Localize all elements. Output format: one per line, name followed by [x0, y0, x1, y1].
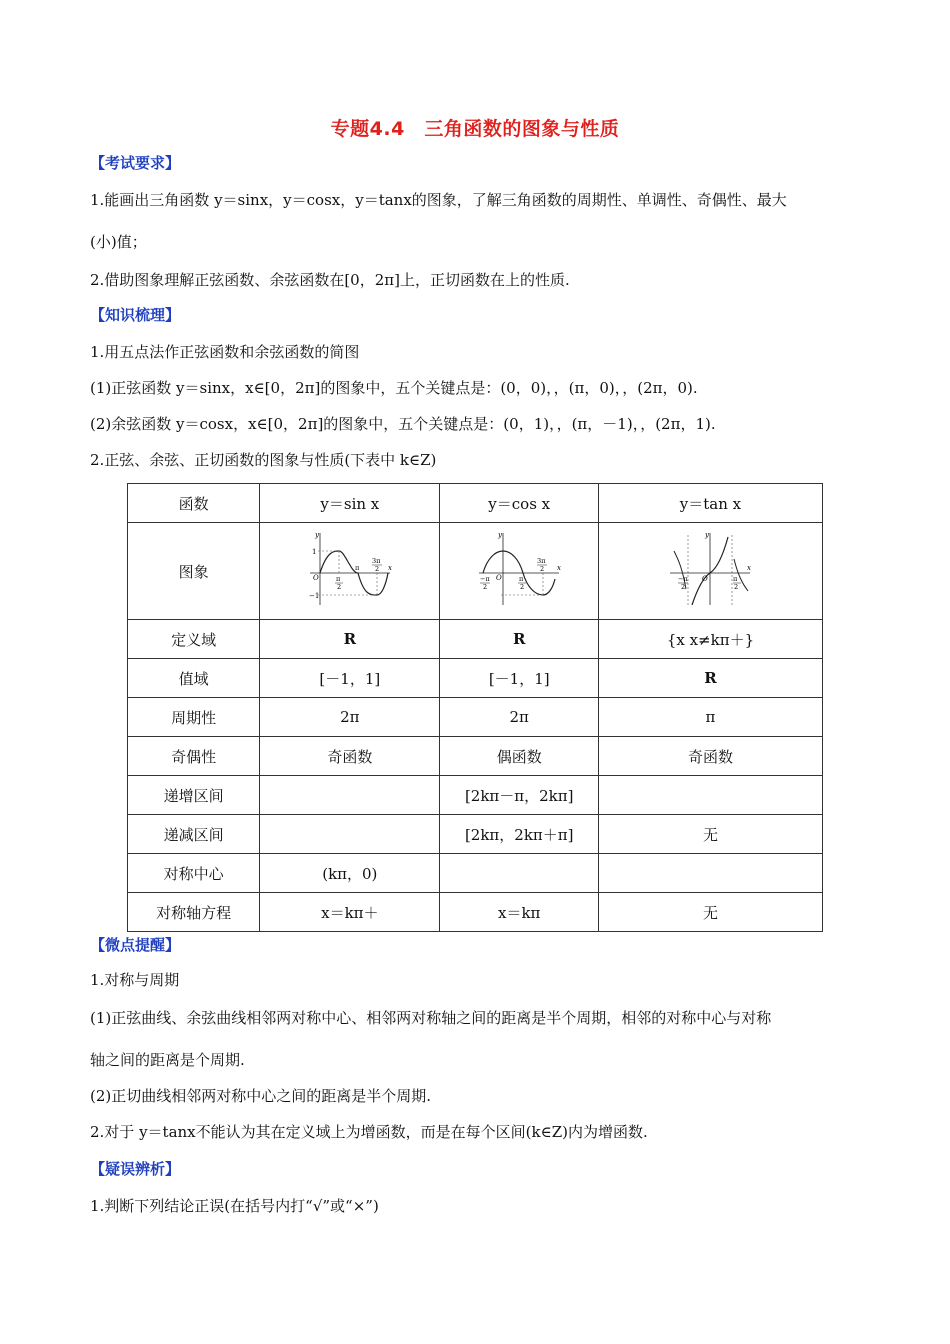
table-row-decreasing	[128, 815, 823, 854]
cos-period: 2π	[440, 698, 598, 737]
sin-range: [－1，1]	[260, 659, 440, 698]
cos-y-label: y	[498, 531, 503, 539]
tips-item-1-1: (1)正弦曲线、余弦曲线相邻两对称中心、相邻两对称轴之间的距离是半个周期，相邻的对称中心与对称	[90, 1009, 772, 1027]
sin-axis: x＝kπ＋	[260, 893, 440, 932]
sin-x-label: x	[387, 564, 392, 572]
cos-graph	[477, 529, 561, 609]
row-label-period: 周期性	[128, 698, 260, 737]
cos-3pi-over-2-den: 2	[540, 565, 545, 573]
tan-range: R	[598, 659, 822, 698]
tan-domain: {x x≠kπ＋}	[598, 620, 822, 659]
tan-y-label: y	[705, 531, 710, 539]
tan-axis: 无	[598, 893, 822, 932]
sin-one-label: 1	[311, 548, 317, 556]
table-row-center	[128, 854, 823, 893]
section-heading-tips: 【微点提醒】	[90, 936, 181, 954]
tips-item-1-2: (2)正切曲线相邻两对称中心之间的距离是半个周期.	[90, 1087, 432, 1105]
table-header-row	[128, 484, 823, 523]
sin-3pi-over-2-num: 3π	[371, 557, 381, 565]
tan-decreasing: 无	[598, 815, 822, 854]
sin-domain: R	[260, 620, 440, 659]
sin-period: 2π	[260, 698, 440, 737]
tan-x-label: x	[747, 564, 752, 572]
tan-parity: 奇函数	[598, 737, 822, 776]
properties-table	[127, 483, 823, 932]
errors-item-1: 1.判断下列结论正误(在括号内打“√”或“×”)	[90, 1197, 379, 1215]
tan-graph	[668, 529, 752, 609]
section-heading-errors: 【疑误辨析】	[90, 1160, 181, 1178]
cos-decreasing: [2kπ，2kπ＋π]	[440, 815, 598, 854]
tan-pi-over-2-num: π	[733, 575, 738, 583]
cos-neg-pi-over-2-den: 2	[483, 583, 488, 591]
graph-label: 图象	[128, 523, 260, 620]
header-tan: y＝tan x	[598, 484, 822, 523]
cos-increasing: [2kπ－π，2kπ]	[440, 776, 598, 815]
exam-item-1: 1.能画出三角函数 y＝sinx，y＝cosx，y＝tanx的图象，了解三角函数的周期性、单调性、奇偶性、最大	[90, 191, 787, 209]
sin-parity: 奇函数	[260, 737, 440, 776]
section-heading-exam: 【考试要求】	[90, 154, 181, 172]
sin-graph-cell	[260, 523, 440, 620]
cos-3pi-over-2-num: 3π	[537, 557, 546, 565]
row-label-decreasing: 递减区间	[128, 815, 260, 854]
exam-item-2: 2.借助图象理解正弦函数、余弦函数在[0，2π]上，正切函数在上的性质.	[90, 271, 570, 289]
row-label-axis: 对称轴方程	[128, 893, 260, 932]
section-heading-knowledge: 【知识梳理】	[90, 306, 181, 324]
cos-pi-over-2-num: π	[519, 575, 524, 583]
header-cos: y＝cos x	[440, 484, 598, 523]
knowledge-item-sin-points: (1)正弦函数 y＝sinx，x∈[0，2π]的图象中，五个关键点是：(0，0)，，(π，0)，，(2π，0).	[90, 379, 698, 397]
tan-center	[598, 854, 822, 893]
tan-neg-pi-over-2-num: −π	[678, 575, 689, 583]
row-label-range: 值域	[128, 659, 260, 698]
row-label-increasing: 递增区间	[128, 776, 260, 815]
table-row-graph	[128, 523, 823, 620]
sin-3pi-over-2-den: 2	[374, 565, 379, 573]
cos-range: [－1，1]	[440, 659, 598, 698]
tan-graph-cell	[598, 523, 822, 620]
cos-parity: 偶函数	[440, 737, 598, 776]
row-label-parity: 奇偶性	[128, 737, 260, 776]
table-row-increasing	[128, 776, 823, 815]
tips-item-1: 1.对称与周期	[90, 971, 180, 989]
tips-item-1-1-cont: 轴之间的距离是个周期.	[90, 1051, 245, 1069]
sin-y-label: y	[314, 531, 319, 539]
cos-origin-label: O	[496, 574, 502, 582]
tan-period: π	[598, 698, 822, 737]
cos-pi-over-2-den: 2	[520, 583, 525, 591]
tan-increasing	[598, 776, 822, 815]
table-row-axis	[128, 893, 823, 932]
row-label-domain: 定义域	[128, 620, 260, 659]
page-title: 专题4.4 三角函数的图象与性质	[330, 118, 620, 140]
sin-pi-over-2-num: π	[335, 575, 341, 583]
cos-x-label: x	[557, 564, 562, 572]
cos-graph-cell	[440, 523, 598, 620]
tan-pi-over-2-den: 2	[734, 583, 739, 591]
sin-pi-label: π	[354, 564, 360, 572]
tan-neg-pi-over-2-den: 2	[681, 583, 686, 591]
header-sin: y＝sin x	[260, 484, 440, 523]
tan-origin-label: O	[702, 575, 709, 583]
cos-neg-pi-over-2-num: −π	[480, 575, 490, 583]
cos-axis: x＝kπ	[440, 893, 598, 932]
sin-graph	[308, 529, 392, 609]
sin-neg-one-label: −1	[308, 592, 320, 600]
knowledge-item-1: 1.用五点法作正弦函数和余弦函数的简图	[90, 343, 360, 361]
table-row-domain	[128, 620, 823, 659]
table-row-parity	[128, 737, 823, 776]
table-row-period	[128, 698, 823, 737]
knowledge-item-2: 2.正弦、余弦、正切函数的图象与性质(下表中 k∈Z)	[90, 451, 437, 469]
tips-item-2: 2.对于 y＝tanx不能认为其在定义域上为增函数，而是在每个区间(k∈Z)内为增函数.	[90, 1123, 648, 1141]
sin-center: (kπ，0)	[260, 854, 440, 893]
header-function: 函数	[128, 484, 260, 523]
cos-domain: R	[440, 620, 598, 659]
sin-increasing	[260, 776, 440, 815]
sin-decreasing	[260, 815, 440, 854]
row-label-center: 对称中心	[128, 854, 260, 893]
knowledge-item-cos-points: (2)余弦函数 y＝cosx，x∈[0，2π]的图象中，五个关键点是：(0，1)，，(π，－1)，，(2π，1).	[90, 415, 716, 433]
cos-center	[440, 854, 598, 893]
sin-origin-label: O	[312, 574, 319, 582]
sin-pi-over-2-den: 2	[336, 583, 341, 591]
exam-item-1-cont: (小)值；	[90, 233, 147, 251]
table-row-range	[128, 659, 823, 698]
